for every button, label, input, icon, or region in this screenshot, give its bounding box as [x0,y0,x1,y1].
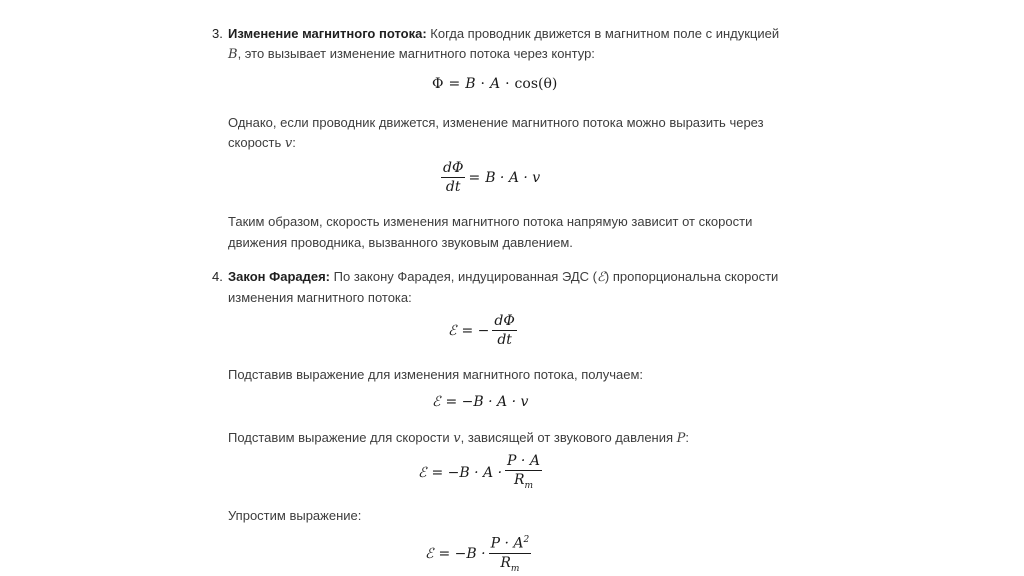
sub2-var-p: P [676,431,686,446]
item4-sub3: Упростим выражение: [228,508,362,523]
eq5-den-r: R [513,472,525,488]
eq3-equals: = − [461,322,490,339]
eq5-denominator [512,471,535,494]
emf-symbol: ℰ [597,270,605,285]
eq5-den-sub: m [524,480,534,491]
item4-title: Закон Фарадея: [228,269,331,284]
eq6-lhs: ℰ [425,546,434,563]
eq5-lhs: ℰ [418,465,427,482]
sub2-var-v: v [453,431,461,446]
equation-flux-derivative [438,160,540,195]
equation-flux [432,76,557,92]
eq2-equals: = [468,169,481,186]
item3-line2 [228,46,595,62]
eq1-b: B [465,76,476,92]
item3-text1: Когда проводник движется в магнитном поле с индукцией [430,26,780,41]
equation-emf-pressure [418,453,545,494]
item3-para1-line1: Однако, если проводник движется, изменение магнитного потока можно выразить через [228,115,764,130]
eq3-fraction [492,313,516,348]
item3-text2: , это вызывает изменение магнитного потока через контур: [237,46,595,61]
item3-para2-line1: Таким образом, скорость изменения магнитного потока напрямую зависит от скорости [228,214,753,229]
eq1-dot1: · [480,76,485,92]
eq1-cos: cos(θ) [514,76,558,92]
eq6-denominator [498,554,521,576]
item3-line1 [228,26,779,41]
item4-sub1: Подставив выражение для изменения магнитного потока, получаем: [228,367,644,382]
item4-line2: изменения магнитного потока: [228,290,412,305]
sub2-text-b: , зависящей от звукового давления [460,430,674,445]
eq4-rhs: = −B · A · v [445,394,529,410]
eq1-a: A [489,76,501,92]
list-number-4: 4. [212,269,223,284]
item4-line1 [228,269,778,285]
eq6-den-r: R [500,554,511,571]
eq4-lhs: ℰ [432,394,441,410]
item4-text1: По закону Фарадея, индуцированная ЭДС ( [333,269,597,284]
eq1-dot2: · [505,76,510,92]
eq6-num-text: P · A [490,535,524,552]
item3-title: Изменение магнитного потока: [228,26,427,41]
para1-colon: : [292,135,296,150]
eq6-numerator [489,532,532,554]
sub2-colon: : [685,430,690,445]
eq5-rhs: = −B · A · [431,465,503,482]
item4-text2: ) пропорциональна скорости [604,269,779,284]
eq2-rhs: B · A · v [485,169,541,186]
var-b: B [228,47,238,62]
eq5-fraction [505,453,542,494]
eq5-numerator: P · A [507,453,540,469]
eq2-fraction [441,160,465,195]
eq6-rhs: = −B · [438,546,486,563]
item4-sub2 [228,430,689,446]
var-v: v [284,136,293,151]
eq2-numerator: dΦ [443,160,464,176]
eq2-denominator: dt [445,179,461,195]
eq6-fraction [489,532,532,576]
eq1-equals: = [448,76,461,92]
eq1-lhs: Φ [432,76,444,92]
eq6-den-sub: m [510,563,520,574]
list-number-3: 3. [212,26,223,41]
item3-para2-line2: движения проводника, вызванного звуковым давлением. [228,235,573,250]
sub2-text-a: Подставим выражение для скорости [228,430,450,445]
para1-text: скорость [228,135,282,150]
eq3-lhs: ℰ [448,322,457,339]
item3-para1-line2 [228,135,296,151]
equation-emf-bav [432,394,528,410]
equation-emf-simplified [425,532,534,576]
eq3-denominator: dt [497,332,512,348]
eq3-numerator: dΦ [494,313,515,329]
eq6-num-sup: 2 [523,535,530,545]
equation-faraday [448,313,520,348]
